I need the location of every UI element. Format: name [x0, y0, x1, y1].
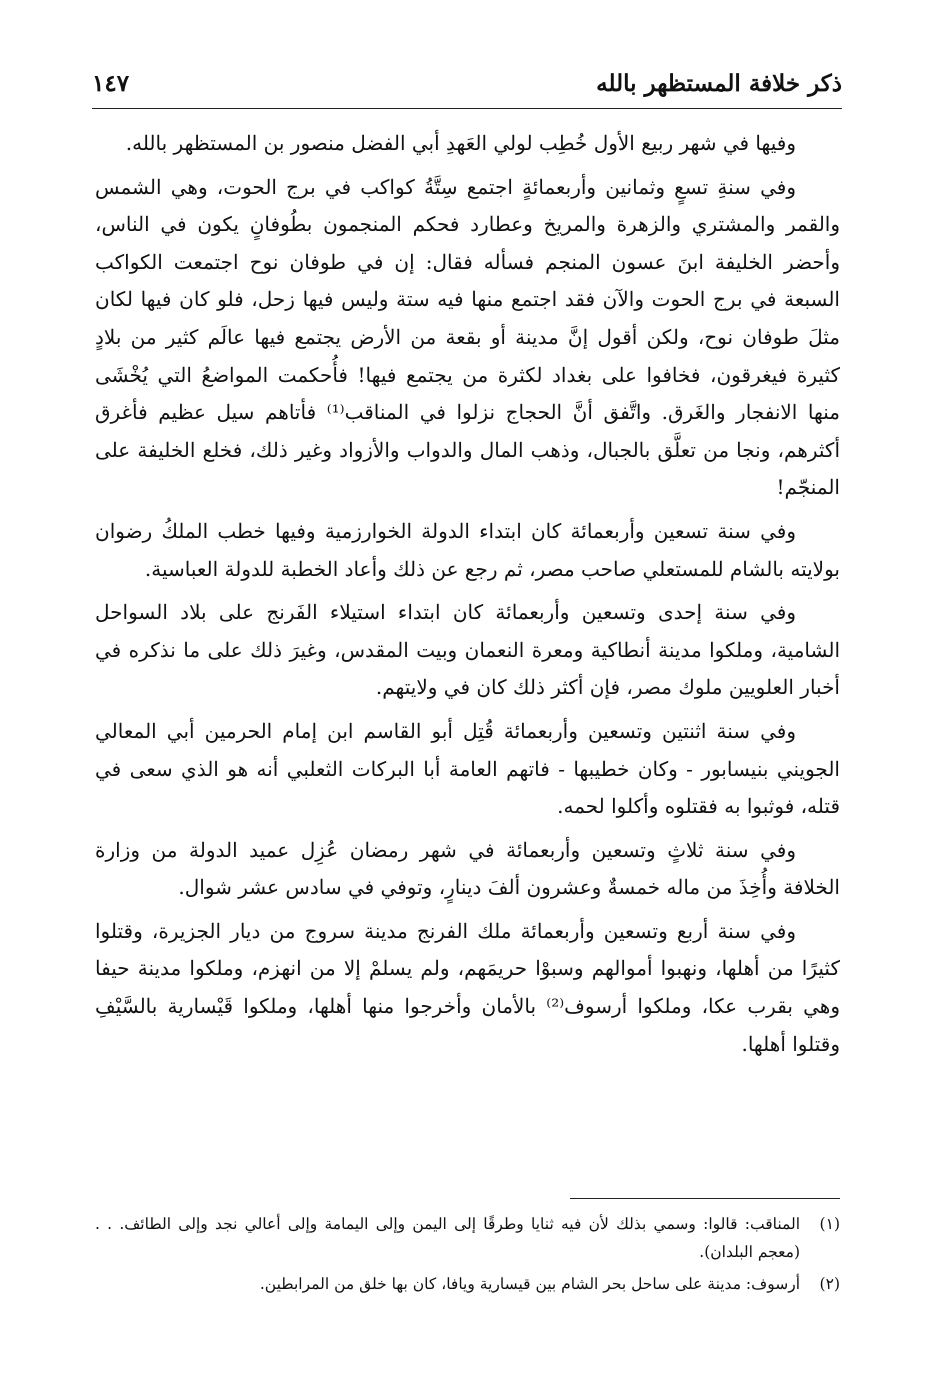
footnotes — [95, 1210, 840, 1302]
paragraph: وفي سنة تسعين وأربعمائة كان ابتداء الدولة الخوارزمية وفيها خطب الملكُ رضوان بولايته بالشام للمستعلي صاحب مصر، ثم رجع عن ذلك وأعاد الخطبة للدولة العباسية. — [95, 518, 840, 581]
main-text — [95, 125, 840, 1069]
footnote — [95, 1210, 840, 1266]
footnote-marker: (٢) — [819, 1275, 840, 1293]
footnote-text: المناقب: قالوا: وسمي بذلك لأن فيه ثنايا وطرقًا إلى اليمن وإلى اليمامة وإلى أعالي نجد وإلى الطائف. . . (معجم البلدان). — [95, 1215, 800, 1261]
page-header — [92, 66, 842, 106]
header-divider — [92, 108, 842, 109]
paragraph: وفي سنة إحدى وتسعين وأربعمائة كان ابتداء استيلاء الفَرنج على بلاد السواحل الشامية، وملكوا مدينة أنطاكية ومعرة النعمان وبيت المقدس، وغيرَ ذلك على ما نذكره في أخبار العلويين ملوك مصر، فإن أكثر ذلك كان في ولايتهم. — [95, 600, 840, 700]
paragraph: وفيها في شهر ربيع الأول خُطِب لولي العَهدِ أبي الفضل منصور بن المستظهر بالله. — [125, 131, 796, 155]
running-title: ذكر خلافة المستظهر بالله — [596, 70, 842, 97]
footnote-marker: (١) — [819, 1215, 840, 1233]
paragraph: وفي سنة ثلاثٍ وتسعين وأربعمائة في شهر رمضان عُزِل عميد الدولة من وزارة الخلافة وأُخِذَ من ماله خمسةٌ وعشرون ألفَ دينارٍ، وتوفي في سادس عشر شوال. — [95, 837, 840, 900]
paragraph: وفي سنةِ تسعٍ وثمانين وأربعمائةٍ اجتمع سِتَّةُ كواكب في برج الحوت، وهي الشمس والقمر والمشتري والزهرة والمريخ وعطارد فحكم المنجمون بطُوفانٍ يكون في الناس، وأحضر الخليفة ابنَ عسون المنجم فسأله فقال: إن في طوفان نوح اجتمعت الكواكب السبعة في برج الحوت والآن فقد اجتمع منها فيه ستة وليس فيها زحل، فلو كان فيها لكان مثلَ طوفان نوح، ولكن أقول إنَّ مدينة أو بقعة من الأرض يجتمع فيها عالَم كثير من بلادٍ كثيرة فيغرقون، فخافوا على بغداد لكثرة من يجتمع فيها! فأُحكمت المواضعُ التي يُخْشَى منها الانفجار والغَرق. واتَّفق أنَّ الحجاج نزلوا في المناقب⁽¹⁾ فأتاهم سيل عظيم فأغرق أكثرهم، ونجا من تعلَّق بالجبال، وذهب المال والدواب والأزواد وغير ذلك، فخلع الخليفة على المنجّم! — [95, 174, 841, 500]
paragraph: وفي سنة اثنتين وتسعين وأربعمائة قُتِل أبو القاسم ابن إمام الحرمين أبي المعالي الجويني بنيسابور - وكان خطيبها - فاتهم العامة أبا البركات الثعلبي أنه هو الذي سعى في قتله، فوثبوا به فقتلوه وأكلوا لحمه. — [95, 718, 840, 819]
page-number: ١٤٧ — [92, 70, 130, 97]
footnote-text: أرسوف: مدينة على ساحل بحر الشام بين قيسارية ويافا، كان بها خلق من المرابطين. — [259, 1275, 800, 1293]
footnote-divider — [570, 1198, 840, 1199]
paragraph: وفي سنة أربع وتسعين وأربعمائة ملك الفرنج مدينة سروج من ديار الجزيرة، وقتلوا كثيرًا من أهلها، ونهبوا أموالهم وسبوْا حريمَهم، ولم يسلمْ إلا من انهزم، وملكوا مدينة حيفا وهي بقرب عكا، وملكوا أرسوف⁽²⁾ بالأمان وأخرجوا منها أهلها، وملكوا قَيْسارية بالسَّيْفِ وقتلوا أهلها. — [95, 918, 840, 1056]
footnote — [95, 1270, 840, 1298]
